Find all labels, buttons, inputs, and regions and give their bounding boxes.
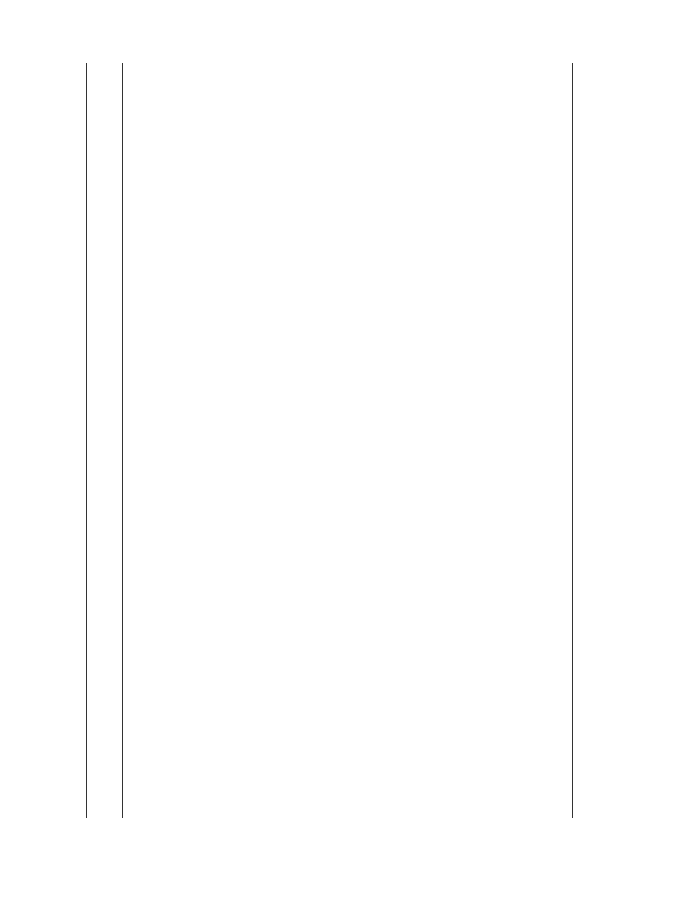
top-rule [86, 63, 87, 818]
rotated-table-region [60, 58, 620, 818]
header-rule [122, 63, 123, 818]
bottom-rule [572, 63, 573, 818]
